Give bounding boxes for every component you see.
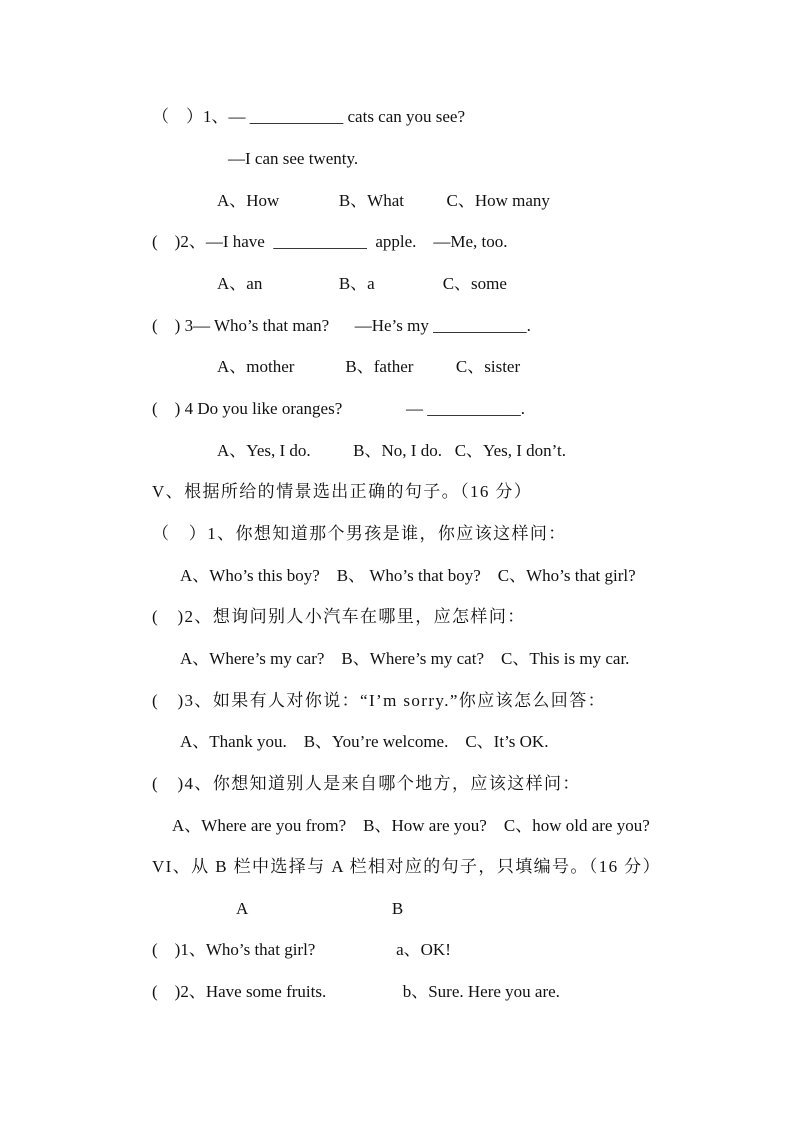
column-headers: A B: [236, 899, 404, 918]
question-4-options: A、Yes, I do. B、No, I do. C、Yes, I don’t.: [217, 441, 567, 460]
question-4-line: ( ) 4 Do you like oranges? — ___________.: [152, 399, 526, 418]
section-v-question-1-options: A、Who’s this boy? B、 Who’s that boy? C、Who’s that girl?: [180, 566, 636, 585]
matching-row-2: ( )2、Have some fruits. b、Sure. Here you are.: [152, 982, 560, 1001]
section-v-question-2-options: A、Where’s my car? B、Where’s my cat? C、This is my car.: [180, 649, 630, 668]
matching-row-1: ( )1、Who’s that girl? a、OK!: [152, 940, 451, 959]
question-3-options: A、mother B、father C、sister: [217, 357, 521, 376]
question-1-answer-line: —I can see twenty.: [228, 149, 359, 168]
question-3-line: ( ) 3— Who’s that man? —He’s my ___________.: [152, 316, 531, 335]
section-vi-heading: VI、从 B 栏中选择与 A 栏相对应的句子，只填编号。（16 分）: [152, 857, 661, 876]
question-2-line: ( )2、—I have ___________ apple. —Me, too.: [152, 232, 508, 251]
question-2-options: A、an B、a C、some: [217, 274, 507, 293]
section-v-question-3: ( )3、如果有人对你说：“I’m sorry.”你应该怎么回答：: [152, 691, 606, 710]
section-v-question-4: ( )4、你想知道别人是来自哪个地方，应该这样问：: [152, 774, 581, 793]
section-v-question-3-options: A、Thank you. B、You’re welcome. C、It’s OK.: [180, 732, 549, 751]
question-1-options: A、How B、What C、How many: [217, 191, 550, 210]
section-v-question-2: ( )2、想询问别人小汽车在哪里，应怎样问：: [152, 607, 526, 626]
section-v-question-1: （ ）1、你想知道那个男孩是谁，你应该这样问：: [152, 524, 567, 543]
section-v-heading: V、根据所给的情景选出正确的句子。（16 分）: [152, 482, 533, 501]
section-v-question-4-options: A、Where are you from? B、How are you? C、how old are you?: [172, 816, 650, 835]
question-1-line: （ ）1、— ___________ cats can you see?: [152, 107, 466, 126]
